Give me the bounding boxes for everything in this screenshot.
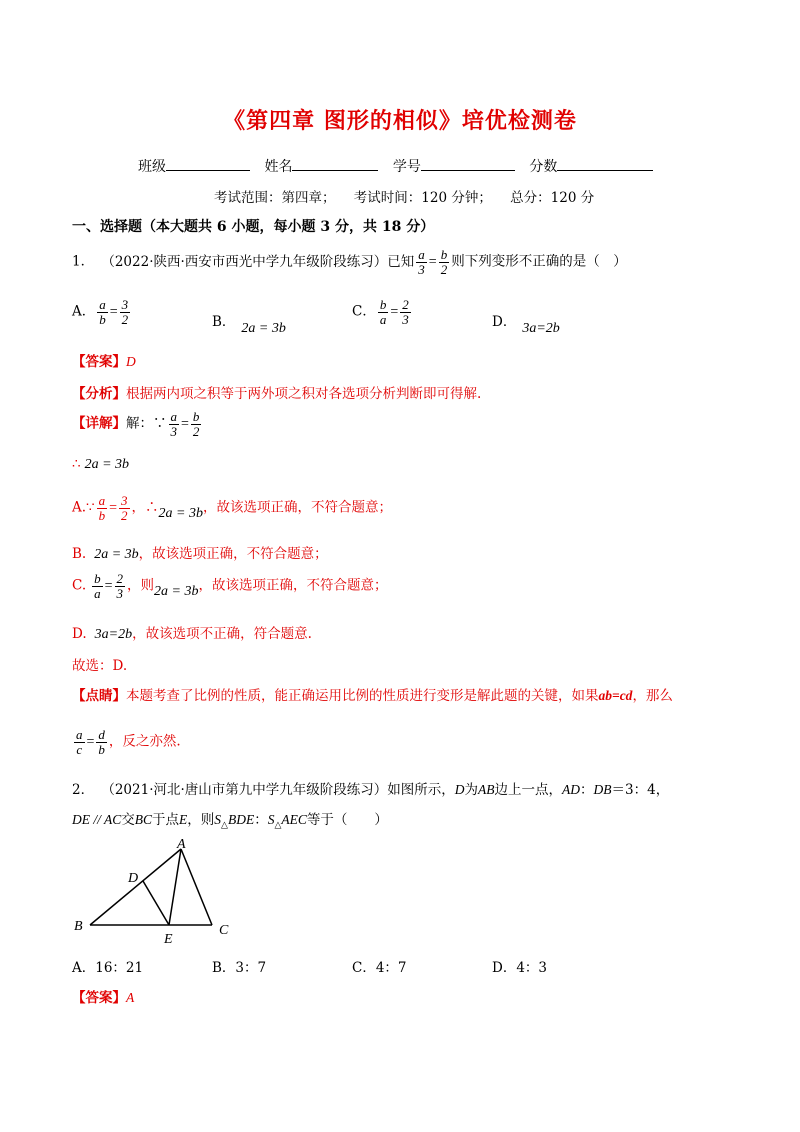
student-info-line	[138, 156, 653, 176]
answer-line: 【答案】D	[72, 354, 136, 370]
therefore-line: ∴ 2a = 3b	[72, 456, 130, 472]
name-blank	[292, 156, 378, 171]
vertex-label-e: E	[164, 932, 173, 946]
question-stem-end: 则下列变形不正确的是（ ）	[451, 253, 627, 270]
question-2-stem-cont: DE // AC交BC于点E，则$S_\triangle BDE$：$S_\triangle AEC$等于（ ）	[72, 812, 388, 831]
segment-ba	[90, 849, 181, 925]
section-heading: 一、选择题（本大题共 6 小题，每小题 3 分，共 18 分）	[72, 219, 435, 235]
q2-option-d: D．4：3	[492, 960, 548, 976]
score-blank	[557, 156, 653, 171]
option-c: C． $\frac{b}{a}$ = $\frac{2}{3}$	[352, 297, 409, 327]
exam-info	[214, 186, 594, 206]
comment-line: 【点睛】本题考查了比例的性质，能正确运用比例的性质进行变形是解此题的关键，如果ab=cd，那么	[72, 688, 673, 704]
comment-tail: $\frac{a}{c}$ = $\frac{d}{b}$ ，反之亦然.	[76, 727, 181, 757]
page-title: 《第四章 图形的相似》培优检测卷	[223, 108, 577, 134]
option-b: B． 2a = 3b	[212, 314, 286, 336]
q2-option-b: B．3：7	[212, 960, 267, 976]
detail-d-line: D. 3a=2b，故该选项不正确，符合题意.	[72, 626, 312, 642]
exam-scope: 考试范围：第四章；	[214, 190, 336, 206]
class-blank	[166, 156, 250, 171]
q2-option-a: A．16：21	[72, 960, 144, 976]
score-label: 分数	[529, 159, 558, 175]
number-blank	[421, 156, 515, 171]
segment-ac	[181, 849, 212, 925]
fraction: $\frac{a}{3}$	[418, 247, 425, 277]
number-label: 学号	[392, 159, 421, 175]
exam-total: 总分：120 分	[510, 190, 595, 206]
question-number: 1．	[72, 253, 95, 270]
segment-ae	[169, 849, 181, 925]
vertex-label-d: D	[128, 871, 139, 886]
exam-time: 考试时间：120 分钟；	[353, 190, 492, 206]
choose-line: 故选：D.	[72, 658, 128, 674]
name-label: 姓名	[264, 159, 293, 175]
fraction: $\frac{b}{2}$	[440, 247, 448, 277]
detail-c-line: C. $\frac{b}{a}$ = $\frac{2}{3}$ ，则2a = 3b，故该选项正确，不符合题意；	[72, 571, 388, 601]
q2-answer-line: 【答案】A	[72, 990, 135, 1006]
detail-line: 【详解】解：∵ $\frac{a}{3}$ = $\frac{b}{2}$	[72, 409, 200, 439]
detail-a-line: A.∵ $\frac{a}{b}$ = $\frac{3}{2}$ ，∴2a = 3b，故该选项正确，不符合题意；	[72, 493, 392, 523]
q2-option-c: C．4：7	[352, 960, 407, 976]
class-label: 班级	[138, 159, 166, 175]
question-2-stem: 2． （2021·河北·唐山市第九中学九年级阶段练习）如图所示，D为AB边上一点，AD：DB＝3：4，	[72, 782, 670, 798]
option-d: D． 3a=2b	[492, 314, 560, 336]
vertex-label-c: C	[219, 923, 229, 938]
analysis-line: 【分析】根据两内项之积等于两外项之积对各选项分析判断即可得解.	[72, 386, 482, 402]
detail-b-line: B. 2a = 3b，故该选项正确，不符合题意；	[72, 546, 328, 562]
segment-de	[143, 881, 169, 925]
vertex-label-b: B	[74, 919, 83, 934]
triangle-figure	[68, 832, 244, 946]
vertex-label-a: A	[177, 837, 186, 852]
question-source: （2022·陕西·西安市西光中学九年级阶段练习）已知	[108, 253, 415, 270]
option-a: A． $\frac{a}{b}$ = $\frac{3}{2}$	[72, 297, 129, 327]
question-1-stem: 1． （2022·陕西·西安市西光中学九年级阶段练习）已知 $\frac{a}{3}$ = $\frac{b}{2}$ 则下列变形不正确的是（ ）	[72, 247, 627, 277]
